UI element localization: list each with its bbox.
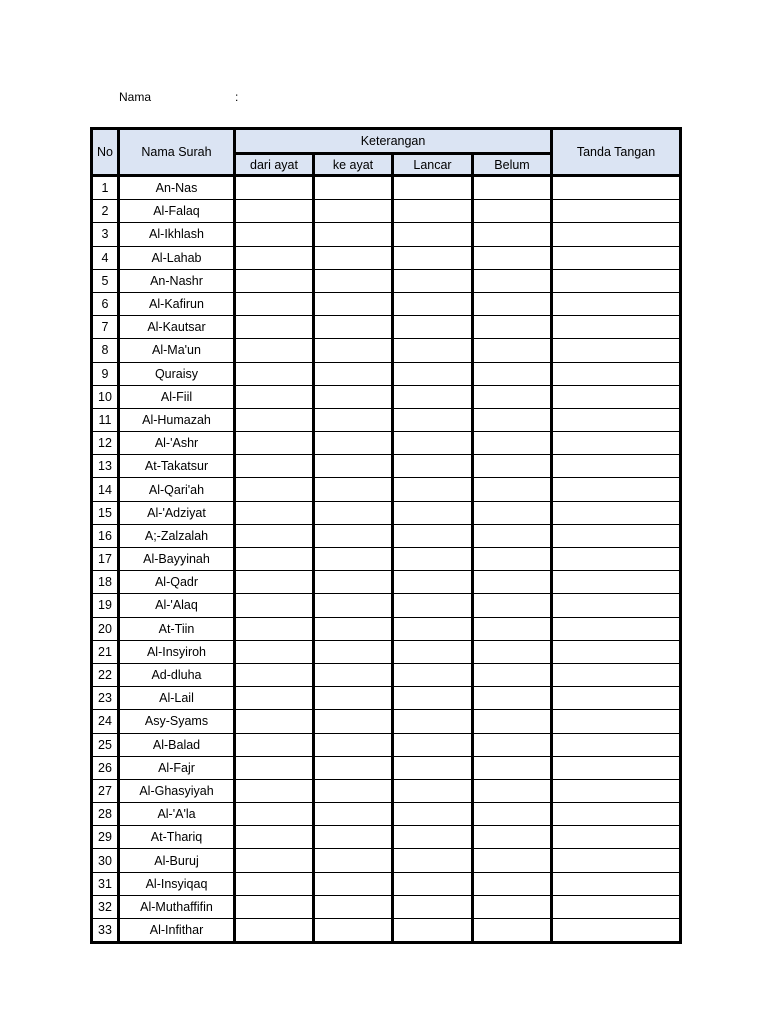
row-tanda-tangan-cell[interactable] [552, 849, 681, 872]
row-ke-ayat-cell[interactable] [314, 594, 393, 617]
row-dari-ayat-cell[interactable] [235, 571, 314, 594]
row-no: 6 [92, 292, 119, 315]
table-row [92, 200, 681, 223]
row-no: 10 [92, 385, 119, 408]
row-lancar-cell[interactable] [393, 478, 473, 501]
row-no: 16 [92, 524, 119, 547]
row-surah-name: Al-Balad [119, 733, 235, 756]
table-body [92, 176, 681, 943]
row-no: 24 [92, 710, 119, 733]
row-surah-name: At-Takatsur [119, 455, 235, 478]
row-lancar-cell[interactable] [393, 408, 473, 431]
row-ke-ayat-cell[interactable] [314, 246, 393, 269]
table-row [92, 710, 681, 733]
row-no: 17 [92, 548, 119, 571]
row-lancar-cell[interactable] [393, 524, 473, 547]
row-dari-ayat-cell[interactable] [235, 362, 314, 385]
row-ke-ayat-cell[interactable] [314, 478, 393, 501]
row-dari-ayat-cell[interactable] [235, 501, 314, 524]
nama-line [119, 90, 238, 104]
row-ke-ayat-cell[interactable] [314, 640, 393, 663]
row-no: 18 [92, 571, 119, 594]
row-tanda-tangan-cell[interactable] [552, 779, 681, 802]
row-ke-ayat-cell[interactable] [314, 617, 393, 640]
row-belum-cell[interactable] [473, 200, 552, 223]
row-belum-cell[interactable] [473, 246, 552, 269]
row-lancar-cell[interactable] [393, 501, 473, 524]
row-tanda-tangan-cell[interactable] [552, 895, 681, 918]
row-surah-name: Al-Falaq [119, 200, 235, 223]
row-surah-name: Al-'Adziyat [119, 501, 235, 524]
row-belum-cell[interactable] [473, 571, 552, 594]
row-ke-ayat-cell[interactable] [314, 269, 393, 292]
row-tanda-tangan-cell[interactable] [552, 640, 681, 663]
row-dari-ayat-cell[interactable] [235, 548, 314, 571]
row-no: 13 [92, 455, 119, 478]
row-dari-ayat-cell[interactable] [235, 733, 314, 756]
row-tanda-tangan-cell[interactable] [552, 455, 681, 478]
row-belum-cell[interactable] [473, 339, 552, 362]
row-surah-name: Al-'Alaq [119, 594, 235, 617]
row-ke-ayat-cell[interactable] [314, 223, 393, 246]
row-dari-ayat-cell[interactable] [235, 594, 314, 617]
header-dari-ayat: dari ayat [235, 154, 314, 176]
row-ke-ayat-cell[interactable] [314, 687, 393, 710]
row-tanda-tangan-cell[interactable] [552, 663, 681, 686]
row-tanda-tangan-cell[interactable] [552, 200, 681, 223]
row-tanda-tangan-cell[interactable] [552, 872, 681, 895]
row-dari-ayat-cell[interactable] [235, 292, 314, 315]
row-tanda-tangan-cell[interactable] [552, 362, 681, 385]
row-no: 30 [92, 849, 119, 872]
row-ke-ayat-cell[interactable] [314, 919, 393, 943]
row-no: 26 [92, 756, 119, 779]
row-belum-cell[interactable] [473, 455, 552, 478]
row-lancar-cell[interactable] [393, 362, 473, 385]
row-lancar-cell[interactable] [393, 223, 473, 246]
row-ke-ayat-cell[interactable] [314, 710, 393, 733]
row-no: 9 [92, 362, 119, 385]
table-row [92, 919, 681, 943]
row-surah-name: At-Thariq [119, 826, 235, 849]
row-belum-cell[interactable] [473, 408, 552, 431]
table-row [92, 617, 681, 640]
row-ke-ayat-cell[interactable] [314, 501, 393, 524]
row-no: 3 [92, 223, 119, 246]
table-row [92, 339, 681, 362]
row-belum-cell[interactable] [473, 524, 552, 547]
row-dari-ayat-cell[interactable] [235, 779, 314, 802]
row-dari-ayat-cell[interactable] [235, 432, 314, 455]
row-lancar-cell[interactable] [393, 246, 473, 269]
row-surah-name: Al-Qadr [119, 571, 235, 594]
row-lancar-cell[interactable] [393, 779, 473, 802]
row-tanda-tangan-cell[interactable] [552, 339, 681, 362]
row-lancar-cell[interactable] [393, 803, 473, 826]
row-belum-cell[interactable] [473, 640, 552, 663]
row-surah-name: An-Nas [119, 176, 235, 200]
row-belum-cell[interactable] [473, 733, 552, 756]
row-ke-ayat-cell[interactable] [314, 826, 393, 849]
row-dari-ayat-cell[interactable] [235, 408, 314, 431]
row-no: 32 [92, 895, 119, 918]
row-surah-name: Al-Lahab [119, 246, 235, 269]
row-lancar-cell[interactable] [393, 385, 473, 408]
row-no: 21 [92, 640, 119, 663]
table-row [92, 849, 681, 872]
row-dari-ayat-cell[interactable] [235, 919, 314, 943]
row-surah-name: Al-Ghasyiyah [119, 779, 235, 802]
header-lancar: Lancar [393, 154, 473, 176]
table-row [92, 571, 681, 594]
table-row [92, 292, 681, 315]
row-belum-cell[interactable] [473, 223, 552, 246]
row-dari-ayat-cell[interactable] [235, 339, 314, 362]
table-row [92, 455, 681, 478]
row-lancar-cell[interactable] [393, 432, 473, 455]
row-belum-cell[interactable] [473, 548, 552, 571]
row-belum-cell[interactable] [473, 501, 552, 524]
table-row [92, 895, 681, 918]
row-belum-cell[interactable] [473, 919, 552, 943]
row-ke-ayat-cell[interactable] [314, 200, 393, 223]
table-row [92, 223, 681, 246]
row-belum-cell[interactable] [473, 594, 552, 617]
row-ke-ayat-cell[interactable] [314, 849, 393, 872]
row-tanda-tangan-cell[interactable] [552, 316, 681, 339]
table-row [92, 548, 681, 571]
row-ke-ayat-cell[interactable] [314, 385, 393, 408]
row-surah-name: Al-Lail [119, 687, 235, 710]
row-dari-ayat-cell[interactable] [235, 246, 314, 269]
row-lancar-cell[interactable] [393, 594, 473, 617]
row-lancar-cell[interactable] [393, 200, 473, 223]
row-tanda-tangan-cell[interactable] [552, 571, 681, 594]
row-belum-cell[interactable] [473, 292, 552, 315]
table-row [92, 779, 681, 802]
row-belum-cell[interactable] [473, 849, 552, 872]
row-ke-ayat-cell[interactable] [314, 432, 393, 455]
row-tanda-tangan-cell[interactable] [552, 385, 681, 408]
row-surah-name: Al-Infithar [119, 919, 235, 943]
table-row [92, 733, 681, 756]
row-no: 12 [92, 432, 119, 455]
row-no: 25 [92, 733, 119, 756]
row-lancar-cell[interactable] [393, 455, 473, 478]
row-surah-name: Al-Fajr [119, 756, 235, 779]
row-tanda-tangan-cell[interactable] [552, 826, 681, 849]
row-surah-name: Al-Fiil [119, 385, 235, 408]
row-tanda-tangan-cell[interactable] [552, 617, 681, 640]
row-ke-ayat-cell[interactable] [314, 455, 393, 478]
row-lancar-cell[interactable] [393, 895, 473, 918]
row-dari-ayat-cell[interactable] [235, 385, 314, 408]
row-dari-ayat-cell[interactable] [235, 524, 314, 547]
table-row [92, 316, 681, 339]
row-lancar-cell[interactable] [393, 269, 473, 292]
row-dari-ayat-cell[interactable] [235, 269, 314, 292]
header-nama-surah: Nama Surah [119, 129, 235, 176]
row-no: 29 [92, 826, 119, 849]
row-surah-name: Al-Bayyinah [119, 548, 235, 571]
nama-label: Nama [119, 90, 152, 104]
row-tanda-tangan-cell[interactable] [552, 269, 681, 292]
nama-colon: : [235, 90, 239, 104]
row-belum-cell[interactable] [473, 385, 552, 408]
row-dari-ayat-cell[interactable] [235, 756, 314, 779]
row-ke-ayat-cell[interactable] [314, 733, 393, 756]
row-tanda-tangan-cell[interactable] [552, 408, 681, 431]
row-belum-cell[interactable] [473, 895, 552, 918]
row-belum-cell[interactable] [473, 362, 552, 385]
row-dari-ayat-cell[interactable] [235, 316, 314, 339]
row-dari-ayat-cell[interactable] [235, 826, 314, 849]
row-dari-ayat-cell[interactable] [235, 663, 314, 686]
row-surah-name: Al-Kafirun [119, 292, 235, 315]
row-dari-ayat-cell[interactable] [235, 710, 314, 733]
table-row [92, 640, 681, 663]
table-row [92, 176, 681, 200]
row-dari-ayat-cell[interactable] [235, 849, 314, 872]
table-row [92, 246, 681, 269]
table-row [92, 826, 681, 849]
row-belum-cell[interactable] [473, 710, 552, 733]
row-no: 2 [92, 200, 119, 223]
row-tanda-tangan-cell[interactable] [552, 548, 681, 571]
row-tanda-tangan-cell[interactable] [552, 176, 681, 200]
row-tanda-tangan-cell[interactable] [552, 246, 681, 269]
row-tanda-tangan-cell[interactable] [552, 292, 681, 315]
row-surah-name: Al-Buruj [119, 849, 235, 872]
row-no: 22 [92, 663, 119, 686]
row-tanda-tangan-cell[interactable] [552, 223, 681, 246]
row-ke-ayat-cell[interactable] [314, 803, 393, 826]
table-row [92, 687, 681, 710]
table-row [92, 478, 681, 501]
row-no: 19 [92, 594, 119, 617]
row-ke-ayat-cell[interactable] [314, 292, 393, 315]
row-no: 23 [92, 687, 119, 710]
row-dari-ayat-cell[interactable] [235, 803, 314, 826]
table-row [92, 803, 681, 826]
table-row [92, 524, 681, 547]
row-lancar-cell[interactable] [393, 617, 473, 640]
row-surah-name: Al-Ikhlash [119, 223, 235, 246]
row-lancar-cell[interactable] [393, 733, 473, 756]
row-ke-ayat-cell[interactable] [314, 663, 393, 686]
row-lancar-cell[interactable] [393, 339, 473, 362]
row-tanda-tangan-cell[interactable] [552, 478, 681, 501]
row-surah-name: Al-Insyiqaq [119, 872, 235, 895]
row-lancar-cell[interactable] [393, 640, 473, 663]
row-lancar-cell[interactable] [393, 849, 473, 872]
row-ke-ayat-cell[interactable] [314, 362, 393, 385]
row-lancar-cell[interactable] [393, 571, 473, 594]
row-dari-ayat-cell[interactable] [235, 200, 314, 223]
table-row [92, 432, 681, 455]
row-lancar-cell[interactable] [393, 663, 473, 686]
row-belum-cell[interactable] [473, 663, 552, 686]
row-lancar-cell[interactable] [393, 872, 473, 895]
row-dari-ayat-cell[interactable] [235, 478, 314, 501]
row-belum-cell[interactable] [473, 687, 552, 710]
row-surah-name: Asy-Syams [119, 710, 235, 733]
row-ke-ayat-cell[interactable] [314, 756, 393, 779]
row-ke-ayat-cell[interactable] [314, 895, 393, 918]
row-dari-ayat-cell[interactable] [235, 872, 314, 895]
table-row [92, 501, 681, 524]
header-tanda-tangan: Tanda Tangan [552, 129, 681, 176]
row-no: 4 [92, 246, 119, 269]
header-no: No [92, 129, 119, 176]
row-belum-cell[interactable] [473, 176, 552, 200]
row-lancar-cell[interactable] [393, 687, 473, 710]
row-tanda-tangan-cell[interactable] [552, 733, 681, 756]
row-no: 28 [92, 803, 119, 826]
row-ke-ayat-cell[interactable] [314, 524, 393, 547]
row-no: 31 [92, 872, 119, 895]
row-surah-name: An-Nashr [119, 269, 235, 292]
row-surah-name: Al-Insyiroh [119, 640, 235, 663]
row-tanda-tangan-cell[interactable] [552, 594, 681, 617]
row-lancar-cell[interactable] [393, 548, 473, 571]
row-surah-name: At-Tiin [119, 617, 235, 640]
row-ke-ayat-cell[interactable] [314, 339, 393, 362]
row-belum-cell[interactable] [473, 826, 552, 849]
row-ke-ayat-cell[interactable] [314, 316, 393, 339]
row-surah-name: Al-Muthaffifin [119, 895, 235, 918]
header-keterangan: Keterangan [235, 129, 552, 154]
row-ke-ayat-cell[interactable] [314, 408, 393, 431]
row-tanda-tangan-cell[interactable] [552, 803, 681, 826]
row-no: 33 [92, 919, 119, 943]
row-tanda-tangan-cell[interactable] [552, 919, 681, 943]
row-lancar-cell[interactable] [393, 710, 473, 733]
row-tanda-tangan-cell[interactable] [552, 501, 681, 524]
table-row [92, 594, 681, 617]
row-dari-ayat-cell[interactable] [235, 223, 314, 246]
row-belum-cell[interactable] [473, 478, 552, 501]
row-belum-cell[interactable] [473, 269, 552, 292]
row-belum-cell[interactable] [473, 756, 552, 779]
row-no: 1 [92, 176, 119, 200]
table-row [92, 408, 681, 431]
row-no: 7 [92, 316, 119, 339]
row-dari-ayat-cell[interactable] [235, 455, 314, 478]
row-belum-cell[interactable] [473, 432, 552, 455]
row-dari-ayat-cell[interactable] [235, 640, 314, 663]
row-surah-name: Al-'A'la [119, 803, 235, 826]
table-row [92, 663, 681, 686]
row-surah-name: Al-Qari'ah [119, 478, 235, 501]
table-row [92, 362, 681, 385]
row-ke-ayat-cell[interactable] [314, 872, 393, 895]
row-tanda-tangan-cell[interactable] [552, 710, 681, 733]
row-surah-name: Al-Ma'un [119, 339, 235, 362]
row-belum-cell[interactable] [473, 779, 552, 802]
table-row [92, 385, 681, 408]
row-lancar-cell[interactable] [393, 826, 473, 849]
row-no: 5 [92, 269, 119, 292]
table-row [92, 756, 681, 779]
row-surah-name: Quraisy [119, 362, 235, 385]
row-surah-name: Ad-dluha [119, 663, 235, 686]
row-lancar-cell[interactable] [393, 316, 473, 339]
row-ke-ayat-cell[interactable] [314, 548, 393, 571]
row-dari-ayat-cell[interactable] [235, 895, 314, 918]
row-dari-ayat-cell[interactable] [235, 687, 314, 710]
row-lancar-cell[interactable] [393, 292, 473, 315]
hafalan-table [90, 127, 682, 944]
row-no: 20 [92, 617, 119, 640]
row-surah-name: Al-Humazah [119, 408, 235, 431]
row-ke-ayat-cell[interactable] [314, 571, 393, 594]
row-no: 15 [92, 501, 119, 524]
row-tanda-tangan-cell[interactable] [552, 687, 681, 710]
row-no: 27 [92, 779, 119, 802]
row-dari-ayat-cell[interactable] [235, 617, 314, 640]
row-lancar-cell[interactable] [393, 176, 473, 200]
row-lancar-cell[interactable] [393, 756, 473, 779]
row-belum-cell[interactable] [473, 316, 552, 339]
row-ke-ayat-cell[interactable] [314, 176, 393, 200]
row-belum-cell[interactable] [473, 872, 552, 895]
row-belum-cell[interactable] [473, 617, 552, 640]
row-no: 11 [92, 408, 119, 431]
row-no: 14 [92, 478, 119, 501]
row-ke-ayat-cell[interactable] [314, 779, 393, 802]
header-belum: Belum [473, 154, 552, 176]
row-dari-ayat-cell[interactable] [235, 176, 314, 200]
header-ke-ayat: ke ayat [314, 154, 393, 176]
row-tanda-tangan-cell[interactable] [552, 756, 681, 779]
table-row [92, 872, 681, 895]
row-tanda-tangan-cell[interactable] [552, 432, 681, 455]
row-surah-name: A;-Zalzalah [119, 524, 235, 547]
row-tanda-tangan-cell[interactable] [552, 524, 681, 547]
row-lancar-cell[interactable] [393, 919, 473, 943]
row-no: 8 [92, 339, 119, 362]
table-row [92, 269, 681, 292]
row-surah-name: Al-Kautsar [119, 316, 235, 339]
row-belum-cell[interactable] [473, 803, 552, 826]
row-surah-name: Al-'Ashr [119, 432, 235, 455]
